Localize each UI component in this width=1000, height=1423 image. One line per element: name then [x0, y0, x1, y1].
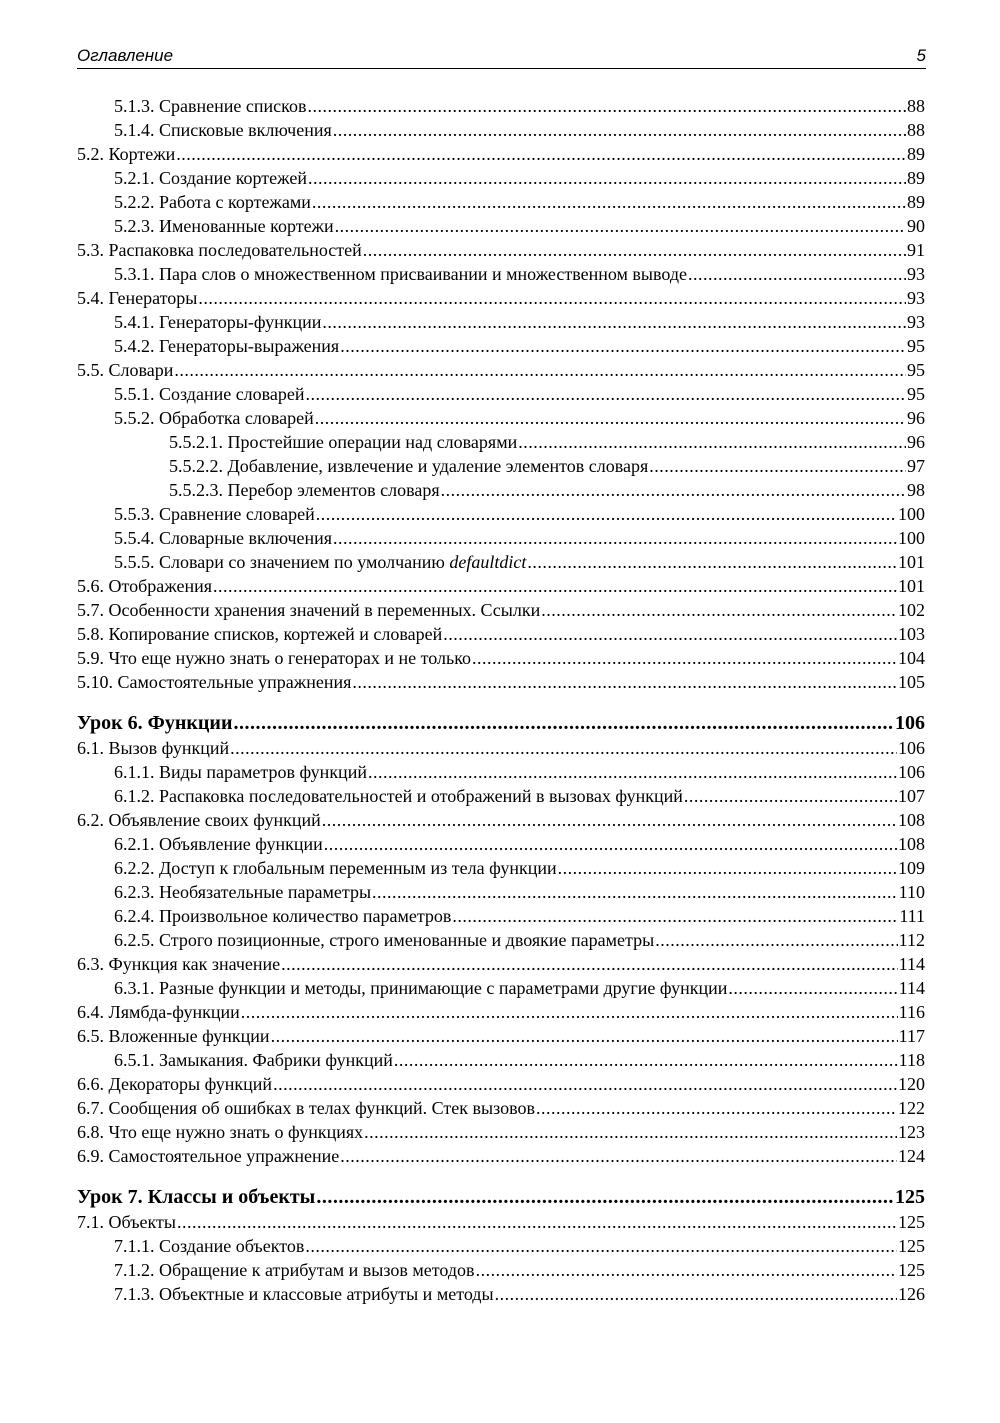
- toc-entry-text: [114, 880, 371, 904]
- dot-leader: [308, 166, 906, 190]
- toc-entry-text: [77, 1024, 270, 1048]
- toc-entry-title: 5.5.2.2. Добавление, извлечение и удаление элементов словаря: [169, 456, 649, 476]
- dot-leader: [340, 334, 906, 358]
- toc-entry[interactable]: [77, 736, 925, 760]
- toc-page-number: 117: [898, 1026, 925, 1046]
- toc-entry-title: 6.5.1. Замыкания. Фабрики функций: [114, 1050, 393, 1070]
- toc-entry-title: 5.7. Особенности хранения значений в переменных. Ссылки: [77, 600, 541, 620]
- toc-entry-title: 5.2. Кортежи: [77, 144, 176, 164]
- toc-entry-title: Урок 6. Функции: [77, 712, 233, 734]
- toc-entry[interactable]: [77, 1024, 925, 1048]
- toc-entry[interactable]: [77, 214, 925, 238]
- dot-leader: [305, 1234, 897, 1258]
- toc-entry-title: 6.2.4. Произвольное количество параметров: [114, 906, 452, 926]
- toc-entry[interactable]: [77, 358, 925, 382]
- toc-page-number: 109: [898, 858, 925, 878]
- toc-entry[interactable]: [77, 1048, 925, 1072]
- toc-entry-text: [114, 118, 332, 142]
- toc-entry-text: [114, 382, 305, 406]
- toc-entry-title: 6.1.2. Распаковка последовательностей и отображений в вызовах функций: [114, 786, 683, 806]
- toc-entry[interactable]: [77, 1000, 925, 1024]
- toc-entry-title: 6.4. Лямбда-функции: [77, 1002, 240, 1022]
- toc-entry-text: [77, 1120, 363, 1144]
- toc-entry[interactable]: [77, 832, 925, 856]
- toc-entry-title: 6.3. Функция как значение: [77, 954, 281, 974]
- dot-leader: [472, 646, 897, 670]
- toc-entry-text: [77, 286, 197, 310]
- toc-entry-text: [77, 710, 232, 736]
- dot-leader: [527, 550, 897, 574]
- toc-entry-title: 5.4. Генераторы: [77, 288, 198, 308]
- toc-entry-text: [114, 526, 332, 550]
- toc-entry[interactable]: [77, 904, 925, 928]
- toc-page-number: 108: [898, 834, 925, 854]
- dot-leader: [177, 1210, 897, 1234]
- dot-leader: [316, 1184, 894, 1210]
- toc-entry-title: 6.2.5. Строго позиционные, строго именованные и двоякие параметры: [114, 930, 655, 950]
- dot-leader: [476, 1258, 897, 1282]
- toc-entry[interactable]: [77, 166, 925, 190]
- toc-entry-title: 6.2.2. Доступ к глобальным переменным из тела функции: [114, 858, 557, 878]
- toc-entry[interactable]: [77, 1258, 925, 1282]
- dot-leader: [541, 598, 897, 622]
- toc-page-number: 91: [907, 240, 925, 260]
- toc-page-number: 101: [898, 552, 925, 572]
- toc-entry-text: [114, 502, 315, 526]
- toc-page-number: 120: [898, 1074, 925, 1094]
- toc-entry[interactable]: [77, 784, 925, 808]
- toc-page-number: 100: [898, 504, 925, 524]
- toc-entry[interactable]: [77, 430, 925, 454]
- toc-entry[interactable]: [77, 928, 925, 952]
- toc-entry-text: [77, 808, 321, 832]
- dot-leader: [273, 1072, 897, 1096]
- toc-entry-text: [169, 478, 440, 502]
- toc-entry-text: [114, 1258, 475, 1282]
- toc-entry-text: [114, 856, 557, 880]
- toc-entry[interactable]: [77, 286, 925, 310]
- dot-leader: [441, 478, 906, 502]
- dot-leader: [241, 1000, 898, 1024]
- toc-entry-text: [77, 622, 442, 646]
- toc-entry[interactable]: [77, 94, 925, 118]
- toc-page-number: 93: [907, 288, 925, 308]
- toc-entry-title: 6.8. Что еще нужно знать о функциях: [77, 1122, 364, 1142]
- dot-leader: [558, 856, 897, 880]
- toc-page-number: 125: [898, 1260, 925, 1280]
- dot-leader: [316, 502, 897, 526]
- toc-entry-text: [114, 832, 323, 856]
- dot-leader: [233, 710, 894, 736]
- toc-entry-title: 7.1.2. Обращение к атрибутам и вызов методов: [114, 1260, 475, 1280]
- toc-entry-text: [77, 952, 280, 976]
- toc-entry-title: 5.5.3. Сравнение словарей: [114, 504, 315, 524]
- toc-entry[interactable]: [77, 808, 925, 832]
- toc-entry[interactable]: [77, 1210, 925, 1234]
- toc-entry[interactable]: [77, 1282, 925, 1306]
- toc-entry[interactable]: [77, 310, 925, 334]
- toc-page-number: 89: [907, 168, 925, 188]
- dot-leader: [322, 808, 897, 832]
- toc-page-number: 89: [907, 192, 925, 212]
- dot-leader: [322, 310, 906, 334]
- toc-page-number: 88: [907, 120, 925, 140]
- toc-entry-text: [114, 1048, 393, 1072]
- dot-leader: [315, 406, 906, 430]
- toc-entry-title: 6.7. Сообщения об ошибках в телах функций. Стек вызовов: [77, 1098, 535, 1118]
- dot-leader: [271, 1024, 898, 1048]
- toc-entry-title: 5.5.2.3. Перебор элементов словаря: [169, 480, 440, 500]
- toc-entry-title: 5.2.1. Создание кортежей: [114, 168, 307, 188]
- toc-entry-title: 5.4.2. Генераторы-выражения: [114, 336, 340, 356]
- dot-leader: [495, 1282, 897, 1306]
- toc-entry-text: [114, 406, 314, 430]
- toc-entry[interactable]: [77, 1120, 925, 1144]
- toc-page-number: 125: [898, 1236, 925, 1256]
- toc-entry[interactable]: [77, 262, 925, 286]
- dot-leader: [176, 142, 906, 166]
- toc-page-number: 97: [907, 456, 925, 476]
- dot-leader: [363, 238, 906, 262]
- toc-entry-text: [114, 760, 367, 784]
- toc-entry-text: [114, 928, 654, 952]
- running-header: [77, 44, 926, 69]
- dot-leader: [324, 832, 897, 856]
- toc-page-number: 105: [898, 672, 925, 692]
- toc-page-number: 98: [907, 480, 925, 500]
- dot-leader: [340, 1144, 897, 1168]
- dot-leader: [307, 94, 906, 118]
- toc-page-number: 96: [907, 408, 925, 428]
- toc-page-number: 126: [898, 1284, 925, 1304]
- toc-entry[interactable]: [77, 1072, 925, 1096]
- toc-entry-text: [114, 976, 727, 1000]
- toc-page-number: 112: [898, 930, 925, 950]
- dot-leader: [518, 430, 906, 454]
- dot-leader: [372, 880, 898, 904]
- toc-entry-text: [114, 190, 311, 214]
- toc-entry-title: 7.1. Объекты: [77, 1212, 176, 1232]
- toc-page-number: 107: [898, 786, 925, 806]
- toc-entry-title: 5.6. Отображения: [77, 576, 213, 596]
- toc-entry-text: [77, 358, 173, 382]
- toc-entry-title: 5.5.2. Обработка словарей: [114, 408, 314, 428]
- toc-entry-text: [114, 904, 451, 928]
- header-page-number: 5: [916, 46, 926, 65]
- toc-entry-text: [77, 598, 540, 622]
- toc-entry-text: [169, 430, 517, 454]
- toc-entry[interactable]: [77, 406, 925, 430]
- toc-entry-title: 6.1.1. Виды параметров функций: [114, 762, 367, 782]
- toc-page-number: 88: [907, 96, 925, 116]
- toc-entry[interactable]: [77, 502, 925, 526]
- toc-entry-title: 6.3.1. Разные функции и методы, принимающие с параметрами другие функции: [114, 978, 728, 998]
- toc-entry-text: [114, 1282, 494, 1306]
- toc-entry-text: [114, 166, 307, 190]
- toc-page-number: 103: [898, 624, 925, 644]
- toc-entry-title: 7.1.1. Создание объектов: [114, 1236, 305, 1256]
- toc-entry-title: 5.10. Самостоятельные упражнения: [77, 672, 352, 692]
- dot-leader: [333, 118, 906, 142]
- dot-leader: [213, 574, 897, 598]
- table-of-contents: [77, 94, 925, 1306]
- toc-page-number: 124: [898, 1146, 925, 1166]
- toc-entry-title: 6.2.3. Необязательные параметры: [114, 882, 372, 902]
- toc-page-number: 110: [898, 882, 925, 902]
- toc-entry-title: 5.1.4. Списковые включения: [114, 120, 332, 140]
- toc-entry[interactable]: [77, 478, 925, 502]
- toc-chapter-entry[interactable]: [77, 1184, 925, 1210]
- toc-page-number: 116: [898, 1002, 925, 1022]
- dot-leader: [443, 622, 897, 646]
- toc-page-number: 95: [907, 384, 925, 404]
- toc-page-number: 123: [898, 1122, 925, 1142]
- toc-entry-text: [77, 1184, 315, 1210]
- toc-entry[interactable]: [77, 1096, 925, 1120]
- toc-entry-title: 7.1.3. Объектные и классовые атрибуты и методы: [114, 1284, 494, 1304]
- toc-entry-title: 5.3.1. Пара слов о множественном присваивании и множественном выводе: [114, 264, 687, 284]
- toc-page-number: 96: [907, 432, 925, 452]
- dot-leader: [688, 262, 906, 286]
- toc-entry-title: 6.2. Объявление своих функций: [77, 810, 321, 830]
- toc-entry[interactable]: [77, 142, 925, 166]
- toc-entry-text: [77, 1072, 272, 1096]
- toc-entry[interactable]: [77, 238, 925, 262]
- toc-page-number: 111: [899, 906, 925, 926]
- toc-entry[interactable]: [77, 550, 925, 574]
- toc-entry-text: [114, 310, 321, 334]
- toc-entry-title: Урок 7. Классы и объекты: [77, 1186, 316, 1208]
- toc-entry[interactable]: [77, 1144, 925, 1168]
- toc-page-number: 95: [907, 336, 925, 356]
- toc-page-number: 102: [898, 600, 925, 620]
- dot-leader: [728, 976, 897, 1000]
- toc-entry-text: [77, 142, 175, 166]
- toc-entry-title: 5.5.2.1. Простейшие операции над словарями: [169, 432, 518, 452]
- toc-entry[interactable]: [77, 574, 925, 598]
- toc-page-number: 114: [898, 978, 925, 998]
- toc-entry[interactable]: [77, 454, 925, 478]
- toc-page-number: 106: [898, 762, 925, 782]
- toc-entry-title: 5.2.3. Именованные кортежи: [114, 216, 334, 236]
- toc-page-number: 95: [907, 360, 925, 380]
- toc-entry-text: [77, 1000, 240, 1024]
- toc-page-number: 125: [895, 1186, 925, 1208]
- toc-page-number: 93: [907, 312, 925, 332]
- toc-entry-text: [77, 646, 471, 670]
- toc-entry-text: [114, 784, 683, 808]
- dot-leader: [684, 784, 897, 808]
- toc-entry-text: [77, 238, 362, 262]
- toc-entry[interactable]: [77, 880, 925, 904]
- toc-entry-title: 6.2.1. Объявление функции: [114, 834, 323, 854]
- toc-entry[interactable]: [77, 118, 925, 142]
- dot-leader: [281, 952, 897, 976]
- toc-page-number: 118: [898, 1050, 925, 1070]
- toc-page-number: 100: [898, 528, 925, 548]
- toc-entry[interactable]: [77, 622, 925, 646]
- toc-entry-title: 5.2.2. Работа с кортежами: [114, 192, 311, 212]
- dot-leader: [452, 904, 898, 928]
- toc-page-number: 93: [907, 264, 925, 284]
- toc-page-number: 90: [907, 216, 925, 236]
- toc-entry[interactable]: [77, 190, 925, 214]
- toc-entry-title: 6.6. Декораторы функций: [77, 1074, 273, 1094]
- toc-entry-title: 5.5.4. Словарные включения: [114, 528, 333, 548]
- dot-leader: [364, 1120, 897, 1144]
- toc-entry-title: 5.3. Распаковка последовательностей: [77, 240, 362, 260]
- header-title: Оглавление: [77, 46, 174, 65]
- toc-entry-title: 5.4.1. Генераторы-функции: [114, 312, 322, 332]
- toc-entry-title: 5.1.3. Сравнение списков: [114, 96, 307, 116]
- toc-entry-title: 6.5. Вложенные функции: [77, 1026, 270, 1046]
- toc-entry-text: [114, 262, 687, 286]
- toc-entry-text: [169, 454, 648, 478]
- toc-entry[interactable]: [77, 598, 925, 622]
- toc-entry[interactable]: [77, 334, 925, 358]
- toc-entry[interactable]: [77, 952, 925, 976]
- toc-entry-text: [77, 670, 351, 694]
- toc-entry[interactable]: [77, 856, 925, 880]
- toc-entry-text: [114, 1234, 304, 1258]
- toc-entry-text: [114, 94, 306, 118]
- toc-entry-text: [114, 214, 334, 238]
- toc-page-number: 122: [898, 1098, 925, 1118]
- toc-entry-text: [77, 1210, 176, 1234]
- toc-entry-title: 6.1. Вызов функций: [77, 738, 230, 758]
- dot-leader: [312, 190, 906, 214]
- toc-entry-text: [77, 736, 229, 760]
- toc-entry-text: [114, 550, 526, 574]
- toc-page-number: 106: [895, 712, 925, 734]
- toc-entry-title: 5.8. Копирование списков, кортежей и словарей: [77, 624, 443, 644]
- dot-leader: [536, 1096, 897, 1120]
- toc-page-number: 125: [898, 1212, 925, 1232]
- toc-entry-italic-term: defaultdict: [449, 552, 527, 572]
- toc-page-number: 114: [898, 954, 925, 974]
- dot-leader: [333, 526, 897, 550]
- toc-entry[interactable]: [77, 646, 925, 670]
- toc-entry[interactable]: [77, 382, 925, 406]
- toc-page-number: 104: [898, 648, 925, 668]
- toc-entry[interactable]: [77, 670, 925, 694]
- dot-leader: [174, 358, 906, 382]
- dot-leader: [306, 382, 906, 406]
- dot-leader: [198, 286, 906, 310]
- dot-leader: [368, 760, 897, 784]
- dot-leader: [649, 454, 906, 478]
- dot-leader: [352, 670, 897, 694]
- toc-page-number: 108: [898, 810, 925, 830]
- toc-entry-title: 5.5.1. Создание словарей: [114, 384, 305, 404]
- dot-leader: [230, 736, 897, 760]
- toc-page-number: 106: [898, 738, 925, 758]
- toc-entry-title: 5.5.5. Словари со значением по умолчанию: [114, 552, 450, 572]
- toc-chapter-entry[interactable]: [77, 710, 925, 736]
- toc-page-number: 89: [907, 144, 925, 164]
- toc-entry[interactable]: [77, 976, 925, 1000]
- toc-entry-title: 6.9. Самостоятельное упражнение: [77, 1146, 340, 1166]
- toc-entry-text: [77, 1096, 535, 1120]
- dot-leader: [394, 1048, 898, 1072]
- toc-entry-text: [77, 1144, 339, 1168]
- toc-entry-text: [114, 334, 339, 358]
- toc-entry-text: [77, 574, 212, 598]
- toc-entry-title: 5.9. Что еще нужно знать о генераторах и не только: [77, 648, 472, 668]
- toc-entry[interactable]: [77, 526, 925, 550]
- toc-entry-title: 5.5. Словари: [77, 360, 174, 380]
- toc-entry[interactable]: [77, 1234, 925, 1258]
- dot-leader: [655, 928, 897, 952]
- dot-leader: [335, 214, 906, 238]
- toc-entry[interactable]: [77, 760, 925, 784]
- toc-page-number: 101: [898, 576, 925, 596]
